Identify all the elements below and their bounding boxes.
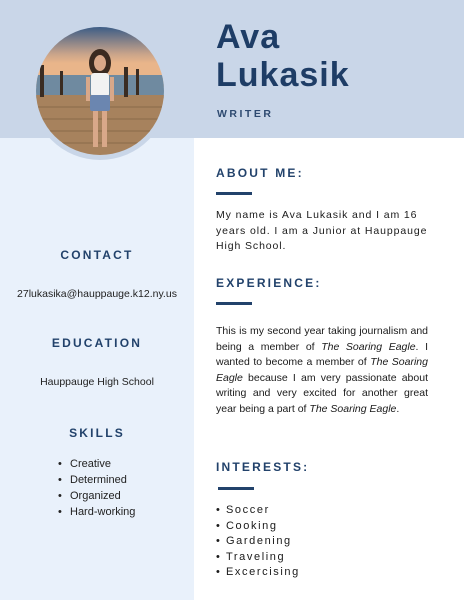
experience-title: EXPERIENCE: xyxy=(216,276,322,290)
publication-name: The Soaring Eagle xyxy=(216,356,428,384)
skill-item: • Creative xyxy=(58,456,135,472)
about-text: My name is Ava Lukasik and I am 16 years old. I am a Junior at Hauppauge High School. xyxy=(216,209,428,252)
interest-item: • Cooking xyxy=(216,519,300,535)
profile-photo xyxy=(36,27,164,155)
experience-divider xyxy=(216,302,252,305)
interests-title: INTERESTS: xyxy=(216,460,310,474)
education-school: Hauppauge High School xyxy=(40,376,154,388)
first-name: Ava xyxy=(216,18,281,56)
contact-email: 27lukasika@hauppauge.k12.ny.us xyxy=(17,288,177,300)
skills-title: SKILLS xyxy=(69,426,125,440)
publication-name: The Soaring Eagle xyxy=(309,402,397,415)
interest-item: • Gardening xyxy=(216,534,300,550)
experience-text xyxy=(216,324,428,417)
interest-item: • Excercising xyxy=(216,565,300,581)
portrait-photo-icon xyxy=(36,27,164,155)
profile-role: WRITER xyxy=(217,108,274,120)
skill-item: • Organized xyxy=(58,488,135,504)
skills-list xyxy=(58,456,135,520)
experience-text-part: because I am very passionate about writing and very excited for another great year being a part of xyxy=(216,371,428,415)
publication-name: The Soaring Eagle xyxy=(321,340,416,353)
skill-item: • Hard-working xyxy=(58,504,135,520)
skill-item: • Determined xyxy=(58,472,135,488)
left-column xyxy=(0,138,194,600)
experience-text-part: This is my second year taking journalism and being a member of xyxy=(216,325,428,353)
contact-title: CONTACT xyxy=(60,248,134,262)
interest-item: • Soccer xyxy=(216,503,300,519)
interests-divider xyxy=(218,487,254,490)
interests-list xyxy=(216,503,300,581)
experience-text-part: . xyxy=(396,402,400,415)
about-title: ABOUT ME: xyxy=(216,166,304,180)
about-divider xyxy=(216,192,252,195)
experience-text-part: . I wanted to become a member of xyxy=(216,340,428,368)
education-title: EDUCATION xyxy=(51,336,143,350)
interest-item: • Traveling xyxy=(216,550,300,566)
profile-name xyxy=(216,18,350,94)
last-name: Lukasik xyxy=(216,56,350,94)
